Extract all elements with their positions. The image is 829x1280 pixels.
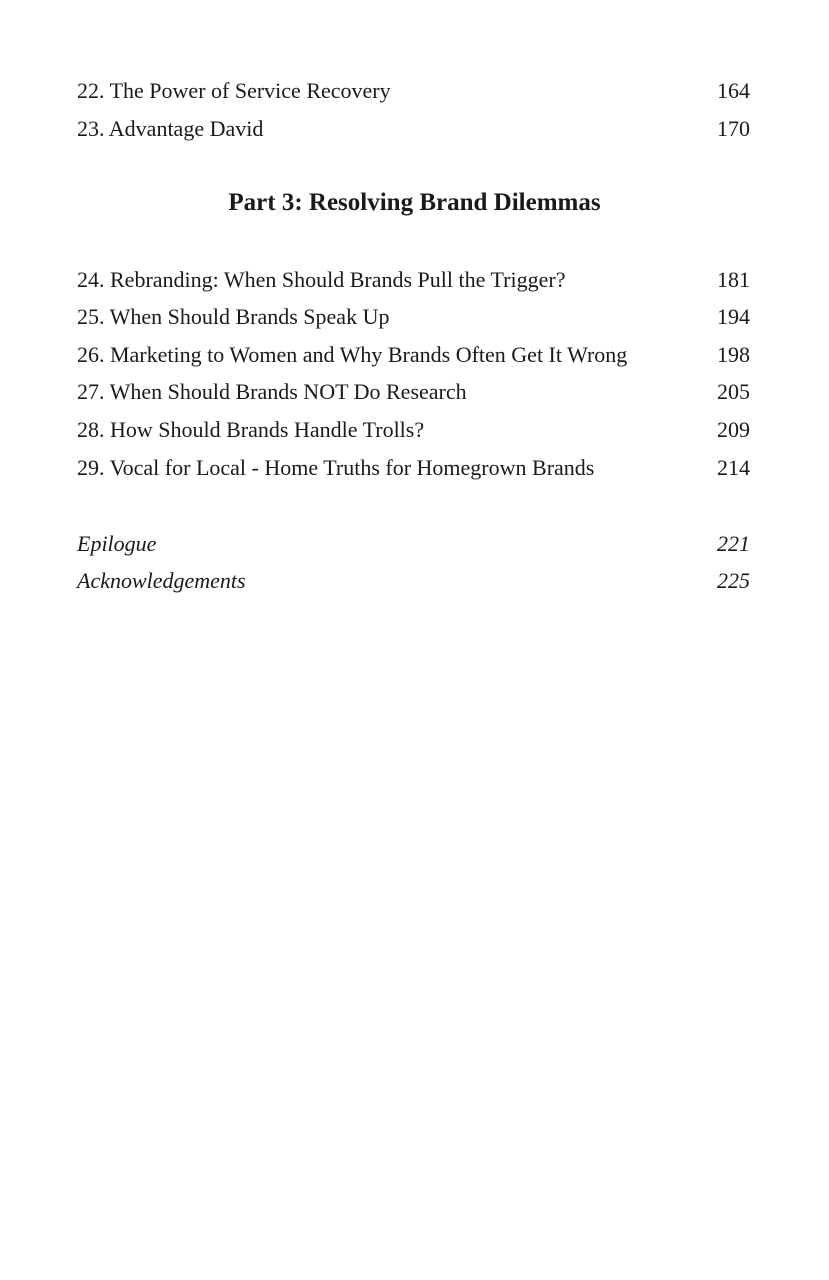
- toc-entry-22: [77, 76, 750, 106]
- toc-entry-page-number: 221: [717, 531, 750, 556]
- toc-entry-title: 29. Vocal for Local - Home Truths for Homegrown Brands: [77, 455, 595, 480]
- toc-entry-28: [77, 415, 750, 445]
- toc-entry-page-number: 198: [717, 342, 750, 367]
- toc-entry-title: 25. When Should Brands Speak Up: [77, 304, 390, 329]
- toc-entry-page-number: 194: [717, 304, 750, 329]
- toc-entry-title: 26. Marketing to Women and Why Brands Often Get It Wrong: [77, 342, 628, 367]
- toc-entry-acknowledgements: [77, 566, 750, 596]
- toc-entry-title: Epilogue: [77, 531, 157, 556]
- toc-entry-23: [77, 114, 750, 144]
- toc-entry-page-number: 164: [717, 78, 750, 103]
- toc-entry-26: [77, 340, 750, 370]
- toc-entry-title: 24. Rebranding: When Should Brands Pull the Trigger?: [77, 267, 566, 292]
- toc-entry-title: 28. How Should Brands Handle Trolls?: [77, 417, 425, 442]
- toc-entry-title: 22. The Power of Service Recovery: [77, 78, 391, 103]
- toc-entry-25: [77, 302, 750, 332]
- toc-entry-29: [77, 453, 750, 483]
- toc-entry-page-number: 209: [717, 417, 750, 442]
- part-3-heading: Part 3: Resolving Brand Dilemmas: [228, 189, 601, 216]
- toc-entry-title: 23. Advantage David: [77, 116, 264, 141]
- toc-entry-title: 27. When Should Brands NOT Do Research: [77, 379, 467, 404]
- toc-entry-24: [77, 265, 750, 295]
- toc-entry-page-number: 205: [717, 379, 750, 404]
- toc-entry-title: Acknowledgements: [77, 568, 246, 593]
- toc-entry-27: [77, 377, 750, 407]
- toc-entry-page-number: 170: [717, 116, 750, 141]
- toc-entry-page-number: 214: [717, 455, 750, 480]
- toc-entry-page-number: 225: [717, 568, 750, 593]
- toc-entry-page-number: 181: [717, 267, 750, 292]
- toc-entry-epilogue: [77, 529, 750, 559]
